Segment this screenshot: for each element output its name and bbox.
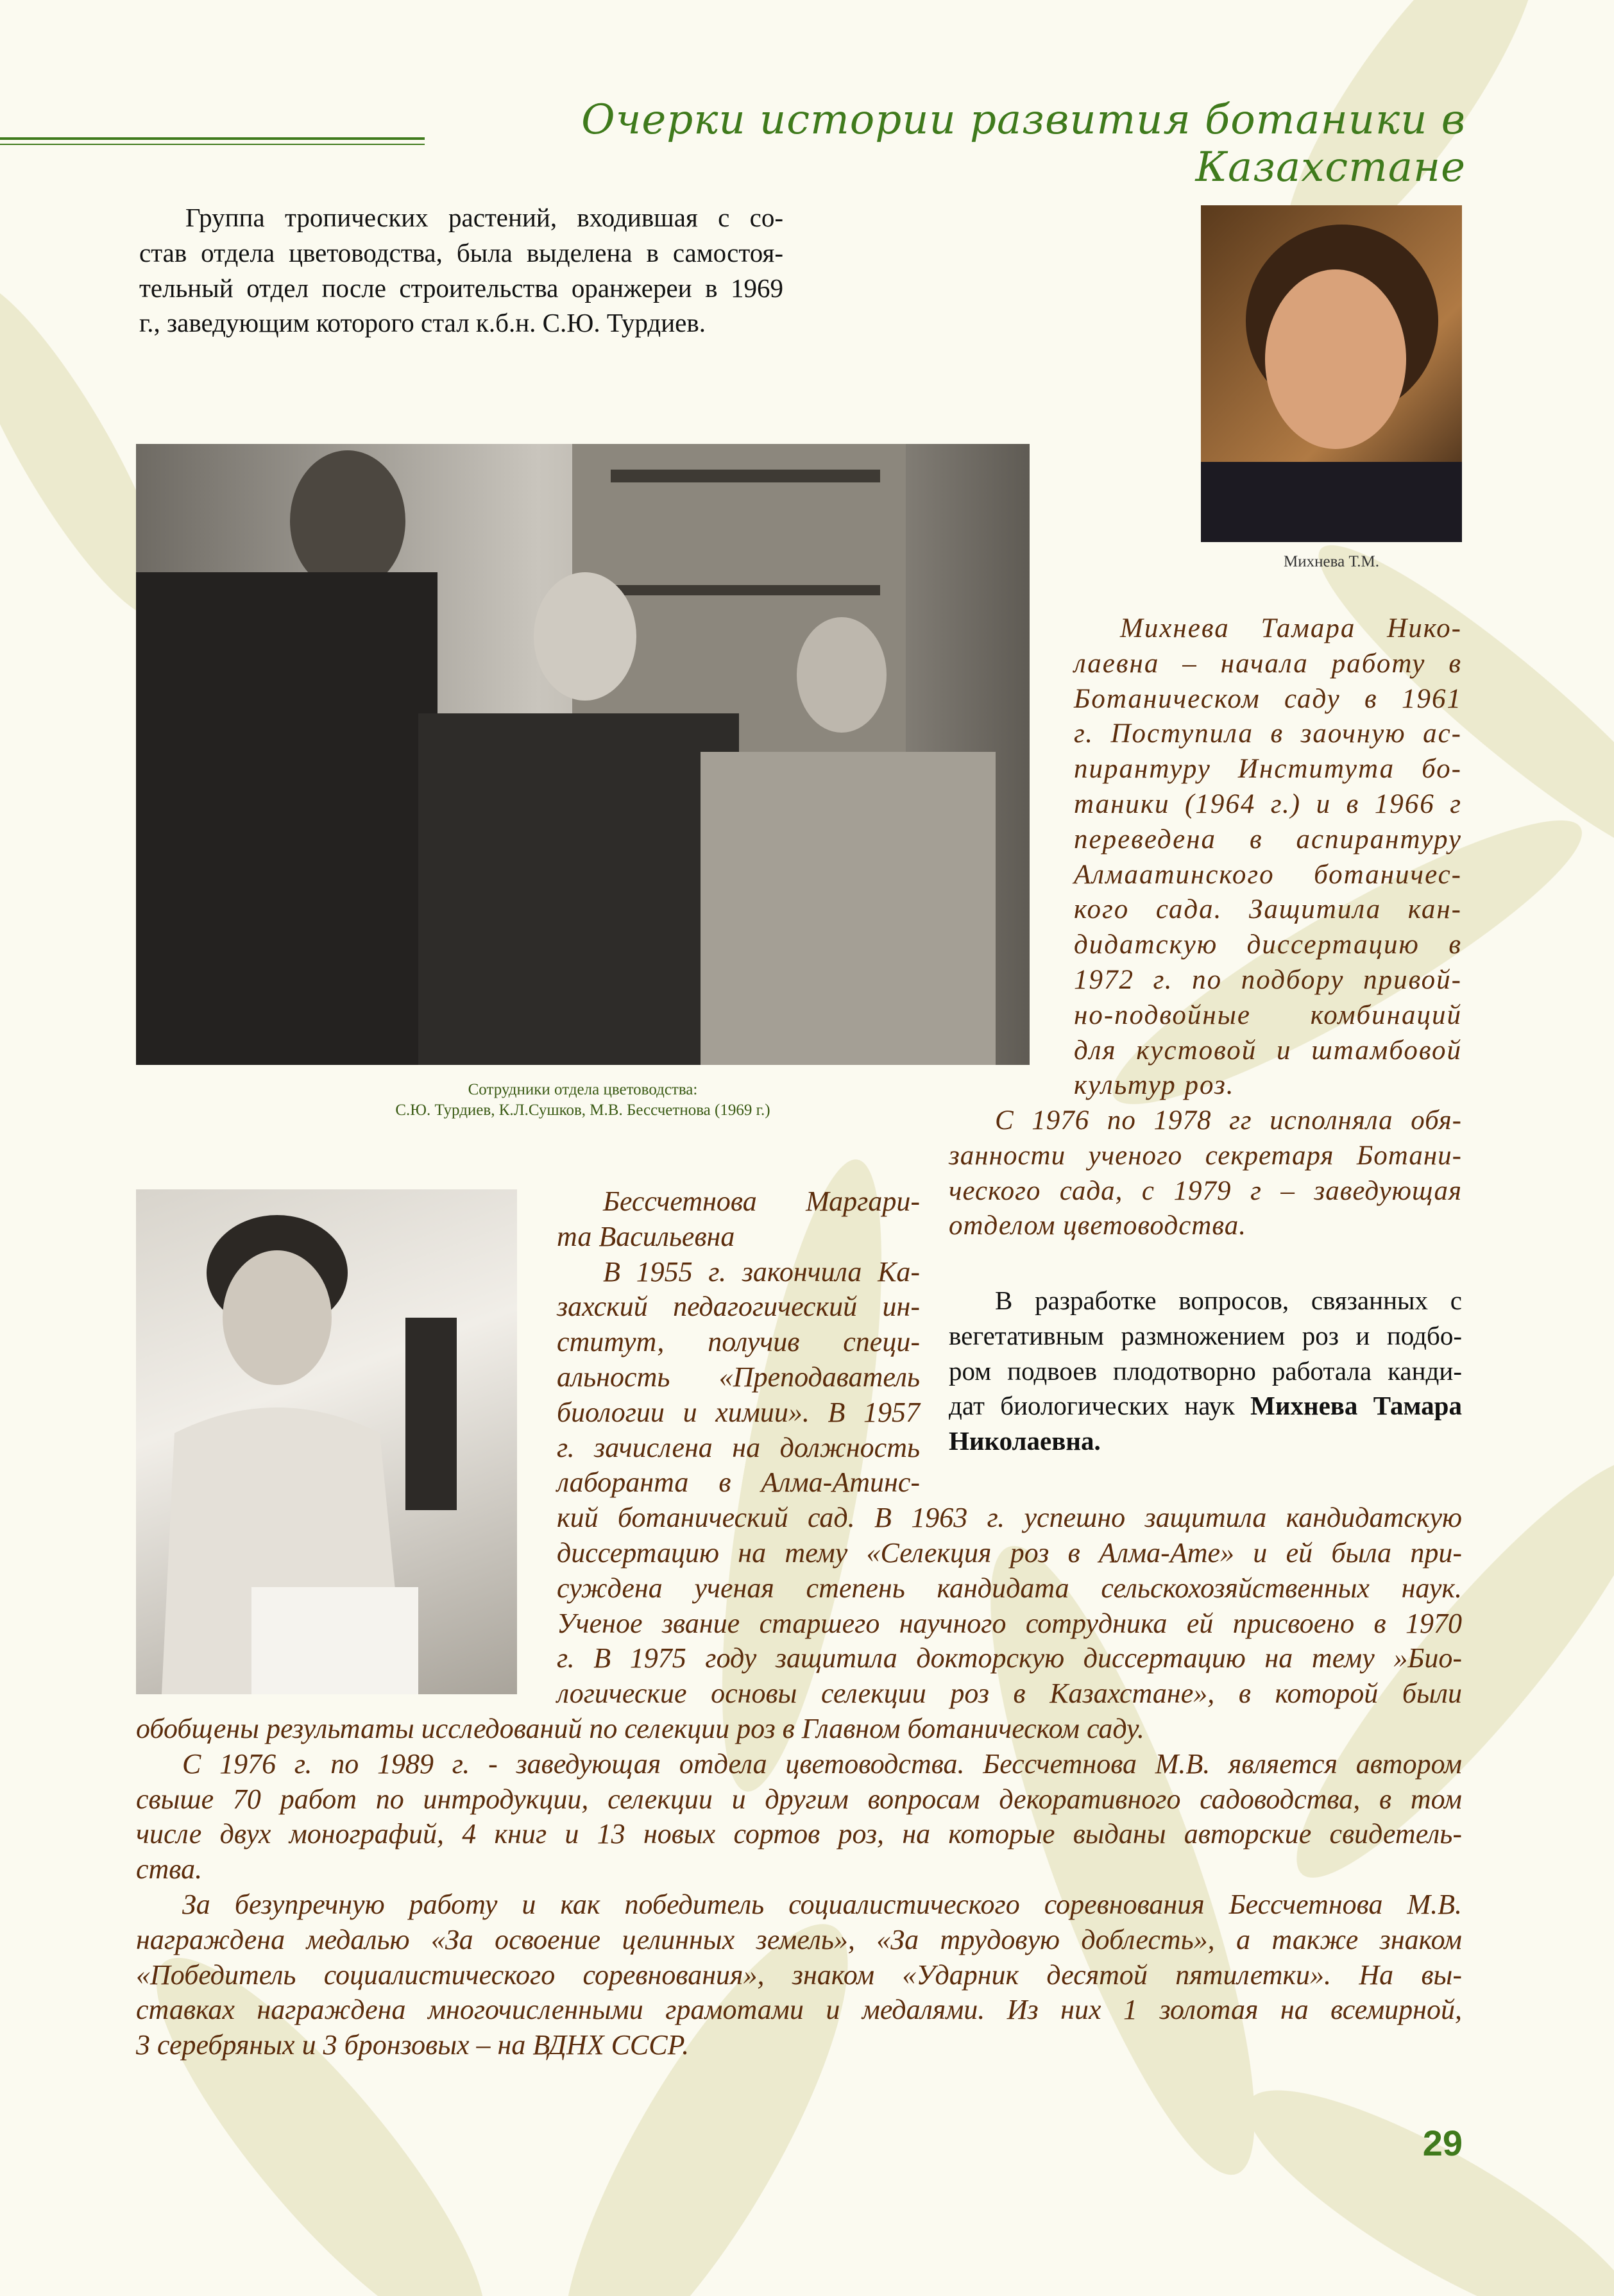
text-line: С 1976 по 1978 гг исполняла обя- bbox=[995, 1105, 1462, 1135]
group-photo bbox=[136, 444, 1030, 1065]
header-rule bbox=[0, 137, 425, 140]
text-line: г., заведующим которого стал к.б.н. С.Ю. Турдиев. bbox=[139, 308, 706, 338]
text-line: ставках награждена многочисленными грамотами и медалями. Из них 1 золотая на всемирной, bbox=[136, 1994, 1462, 2026]
text-line: логические основы селекции роз в Казахстане», в которой были bbox=[557, 1678, 1462, 1710]
text-line: вегетативным размножением роз и подбо- bbox=[949, 1320, 1462, 1350]
text-line: тельный отдел после строительства оранжереи в 1969 bbox=[139, 273, 783, 303]
text-line: захский педагогический ин- bbox=[557, 1291, 920, 1323]
text-line: дидатскую диссертацию в bbox=[1074, 930, 1462, 960]
mikhneva-photo-caption: Михнева Т.М. bbox=[1284, 553, 1379, 570]
text-line: Ученое звание старшего научного сотрудника ей присвоено в 1970 bbox=[557, 1607, 1462, 1639]
text-line: В 1955 г. закончила Ка- bbox=[603, 1255, 920, 1288]
text-line: 1972 г. по подбору привой- bbox=[1074, 964, 1462, 995]
text-line: диссертацию на тему «Селекция роз в Алма-Ате» и ей была при- bbox=[557, 1536, 1462, 1569]
text-line: кий ботанический сад. В 1963 г. успешно защитила кандидатскую bbox=[557, 1502, 1462, 1534]
bold-name: Михнева Тамара bbox=[1250, 1391, 1462, 1421]
text-line: переведена в аспирантуру bbox=[1074, 824, 1462, 855]
text-line: суждена ученая степень кандидата сельскохозяйственных наук. bbox=[557, 1572, 1462, 1604]
text-line: культур роз. bbox=[1074, 1070, 1235, 1101]
text-line: Михнева Тамара Нико- bbox=[1120, 613, 1462, 643]
text-segment: дат биологических наук bbox=[949, 1391, 1251, 1421]
page-number: 29 bbox=[1422, 2123, 1463, 2163]
mikhneva-portrait bbox=[1201, 205, 1462, 542]
text-line: пирантуру Института бо- bbox=[1074, 754, 1462, 785]
text-line: г. зачислена на должность bbox=[557, 1431, 920, 1463]
text-line: В разработке вопросов, связанных с bbox=[995, 1286, 1462, 1315]
text-line: 3 серебряных и 3 бронзовых – на ВДНХ СССР. bbox=[136, 2029, 690, 2061]
text-line: г. Поступила в заочную ас- bbox=[1074, 719, 1462, 749]
text-line: ститут, получив специ- bbox=[557, 1326, 920, 1358]
group-photo-caption bbox=[136, 1080, 1030, 1121]
besschetnova-bio bbox=[136, 1184, 1462, 2063]
text-line: альность «Преподаватель bbox=[557, 1361, 920, 1393]
caption-line-2: С.Ю. Турдиев, К.Л.Сушков, М.В. Бессчетнова (1969 г.) bbox=[395, 1101, 770, 1119]
mikhneva-bio-paragraph bbox=[1074, 611, 1462, 1103]
text-line: числе двух монографий, 4 книг и 13 новых сортов роз, на которые выданы авторские свидетель- bbox=[136, 1818, 1462, 1850]
text-line: За безупречную работу и как победитель социалистического соревнования Бессчетнова М.В. bbox=[182, 1888, 1462, 1920]
text-line: ром подвоев плодотворно работала канди- bbox=[949, 1356, 1462, 1386]
text-block bbox=[557, 1501, 1462, 1712]
text-line: но-подвойные комбинаций bbox=[1074, 999, 1462, 1030]
text-line: «Победитель социалистического соревнования», знаком «Ударник десятой пятилетки». На вы- bbox=[136, 1959, 1462, 1991]
text-line: обобщены результаты исследований по селекции роз в Главном ботаническом саду. bbox=[136, 1712, 1144, 1744]
group-photo-image bbox=[136, 444, 1030, 1065]
text-line: для кустовой и штамбовой bbox=[1074, 1035, 1462, 1066]
bold-name: Николаевна. bbox=[949, 1426, 1101, 1456]
text-line: кого сада. Защитила кан- bbox=[1074, 894, 1462, 925]
text-line: ческого сада, с 1979 г – заведующая bbox=[949, 1175, 1462, 1206]
text-line: биологии и химии». В 1957 bbox=[557, 1396, 920, 1428]
text-line: таники (1964 г.) и в 1966 г bbox=[1074, 788, 1462, 819]
text-line: став отдела цветоводства, была выделена в самостоя- bbox=[139, 237, 783, 268]
running-header-title: Очерки истории развития ботаники в Казахстане bbox=[581, 96, 1466, 191]
caption-line-1: Сотрудники отдела цветоводства: bbox=[468, 1081, 698, 1098]
text-block bbox=[136, 1712, 1462, 2063]
text-block bbox=[557, 1184, 920, 1501]
mikhneva-photo bbox=[1201, 205, 1462, 542]
text-line: г. В 1975 году защитила докторскую диссертацию на тему »Био- bbox=[557, 1642, 1462, 1674]
text-line: ства. bbox=[136, 1853, 203, 1885]
text-line: отделом цветоводства. bbox=[949, 1211, 1246, 1241]
text-line: Бессчетнова Маргари- bbox=[603, 1186, 920, 1217]
text-line: награждена медалью «За освоение целинных земель», «За трудовую доблесть», а также знаком bbox=[136, 1923, 1462, 1955]
text-line: лаевна – начала работу в bbox=[1074, 648, 1462, 679]
text-line: та Васильевна bbox=[557, 1220, 735, 1252]
text-line: занности ученого секретаря Ботани- bbox=[949, 1140, 1462, 1171]
text-line: С 1976 г. по 1989 г. - заведующая отдела цветоводства. Бессчетнова М.В. является автором bbox=[182, 1748, 1462, 1780]
text-line: Алмаатинского ботаничес- bbox=[1074, 859, 1462, 890]
header-rule-thin bbox=[0, 144, 425, 145]
intro-paragraph bbox=[139, 200, 783, 341]
text-line: свыше 70 работ по интродукции, селекции и другим вопросам декоративного садоводства, в том bbox=[136, 1783, 1462, 1815]
text-line: Ботаническом саду в 1961 bbox=[1074, 683, 1462, 714]
text-line: Группа тропических растений, входившая с со- bbox=[185, 203, 783, 232]
text-line: лаборанта в Алма-Атинс- bbox=[557, 1467, 920, 1499]
